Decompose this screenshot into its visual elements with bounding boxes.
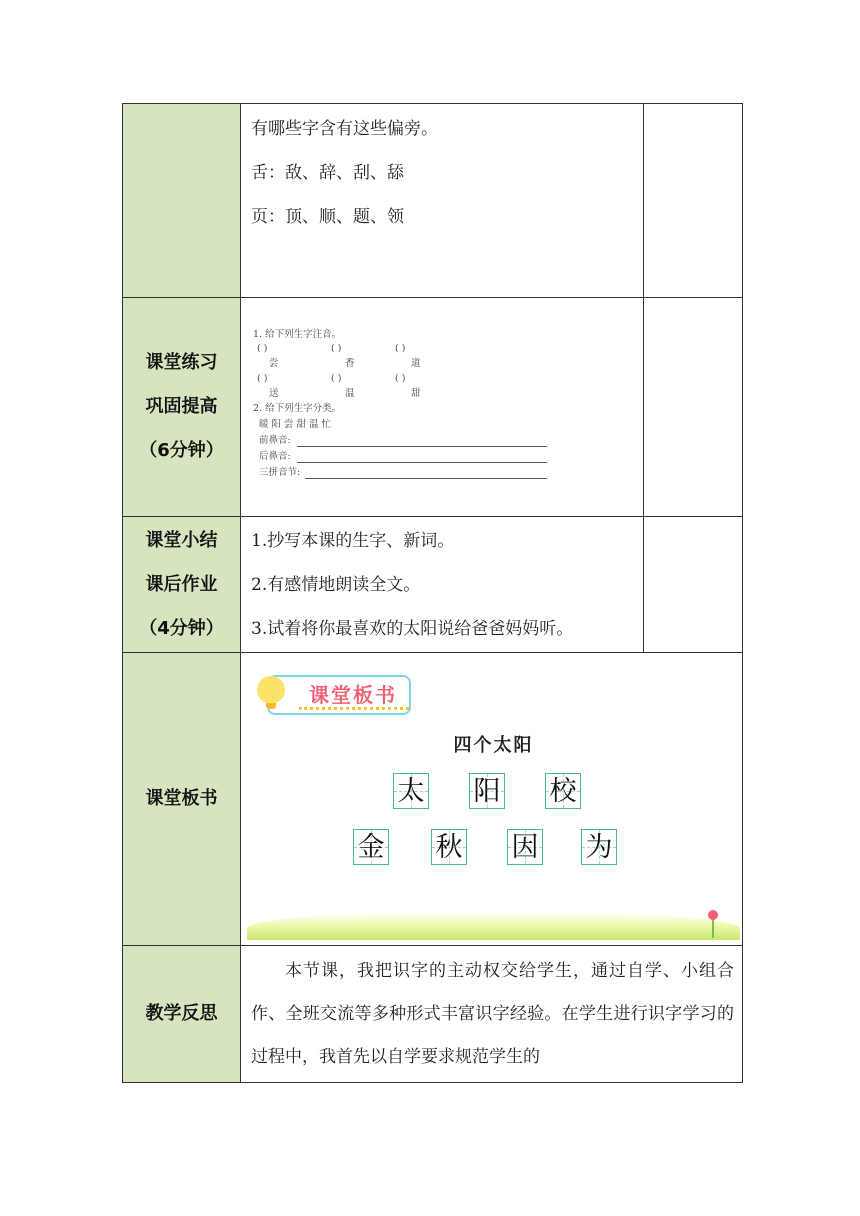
label-line: 教学反思 xyxy=(145,1003,218,1024)
answer-line xyxy=(297,462,547,463)
paren: ( ) xyxy=(395,343,406,354)
char-grid xyxy=(431,829,467,865)
homework-item: 3.试着将你最喜欢的太阳说给爸爸妈妈听。 xyxy=(251,619,574,639)
exercise-cell xyxy=(241,298,644,517)
grid-char: 因 xyxy=(511,832,539,863)
notes-cell xyxy=(644,298,743,517)
blackboard-image xyxy=(247,661,740,944)
notes-cell xyxy=(644,517,743,653)
grid-char: 校 xyxy=(549,776,577,807)
label-line: 课堂练习 xyxy=(145,352,218,373)
content-line: 页：顶、顺、题、领 xyxy=(251,207,404,227)
paren: ( ) xyxy=(257,373,268,384)
homework-item: 2.有感情地朗读全文。 xyxy=(251,575,421,595)
question-2: 2. 给下列生字分类。 xyxy=(253,403,342,414)
paren: ( ) xyxy=(395,373,406,384)
content-line: 舌：敌、辞、刮、舔 xyxy=(251,163,404,183)
flower-stem xyxy=(712,918,714,938)
table-row xyxy=(123,298,743,517)
category-label: 三拼音节: xyxy=(259,467,301,478)
reflection-cell xyxy=(241,946,743,1083)
exercise-image xyxy=(253,306,553,486)
char: 温 xyxy=(345,388,355,399)
answer-line xyxy=(305,478,547,479)
reflection-text: 本节课，我把识字的主动权交给学生，通过自学、小组合作、全班交流等多种形式丰富识字经验。在学生进行识字学习的过程中，我首先以自学要求规范学生的 xyxy=(251,961,734,1067)
grid-char: 金 xyxy=(357,832,385,863)
label-line: 课堂板书 xyxy=(145,788,218,809)
grid-char: 为 xyxy=(585,832,613,863)
grid-char: 秋 xyxy=(435,832,463,863)
table-row xyxy=(123,104,743,298)
char-grid xyxy=(581,829,617,865)
blackboard-cell xyxy=(241,653,743,946)
question-1: 1. 给下列生字注音。 xyxy=(253,329,342,340)
char-grid xyxy=(469,773,505,809)
char-list: 暖 阳 尝 甜 温 忙 xyxy=(259,419,332,430)
char-grid xyxy=(353,829,389,865)
char: 甜 xyxy=(411,388,421,399)
label-line: （6分钟） xyxy=(139,440,224,461)
char-grid xyxy=(545,773,581,809)
paren: ( ) xyxy=(331,373,342,384)
homework-cell xyxy=(241,517,644,653)
char: 尝 xyxy=(269,358,279,369)
lesson-plan-table xyxy=(122,103,743,1083)
radical-content xyxy=(241,104,644,298)
char-grid xyxy=(393,773,429,809)
grid-char: 阳 xyxy=(473,776,501,807)
row-label xyxy=(123,517,241,653)
label-line: 课后作业 xyxy=(145,573,218,595)
dotted-underline xyxy=(299,707,409,710)
paren: ( ) xyxy=(257,343,268,354)
char: 香 xyxy=(345,358,355,369)
homework-item: 1.抄写本课的生字、新词。 xyxy=(251,531,455,551)
label-line: （4分钟） xyxy=(139,617,224,639)
table-row xyxy=(123,517,743,653)
lightbulb-icon xyxy=(257,676,285,704)
board-title: 四个太阳 xyxy=(453,735,534,756)
char: 送 xyxy=(269,388,279,399)
label-line: 课堂小结 xyxy=(145,529,218,551)
notes-cell xyxy=(644,104,743,298)
grid-char: 太 xyxy=(397,776,425,807)
category-label: 前鼻音: xyxy=(259,435,291,446)
table-row xyxy=(123,946,743,1083)
row-label xyxy=(123,653,241,946)
row-label xyxy=(123,298,241,517)
char: 道 xyxy=(411,358,421,369)
char-grid xyxy=(507,829,543,865)
board-tag-label: 课堂板书 xyxy=(309,683,397,707)
label-line: 巩固提高 xyxy=(145,396,218,417)
answer-line xyxy=(297,446,547,447)
table-row xyxy=(123,653,743,946)
category-label: 后鼻音: xyxy=(259,451,291,462)
flower-icon xyxy=(708,910,718,920)
paren: ( ) xyxy=(331,343,342,354)
row-label-empty xyxy=(123,104,241,298)
content-line: 有哪些字含有这些偏旁。 xyxy=(251,119,438,139)
row-label xyxy=(123,946,241,1083)
grass-decoration xyxy=(247,912,740,940)
